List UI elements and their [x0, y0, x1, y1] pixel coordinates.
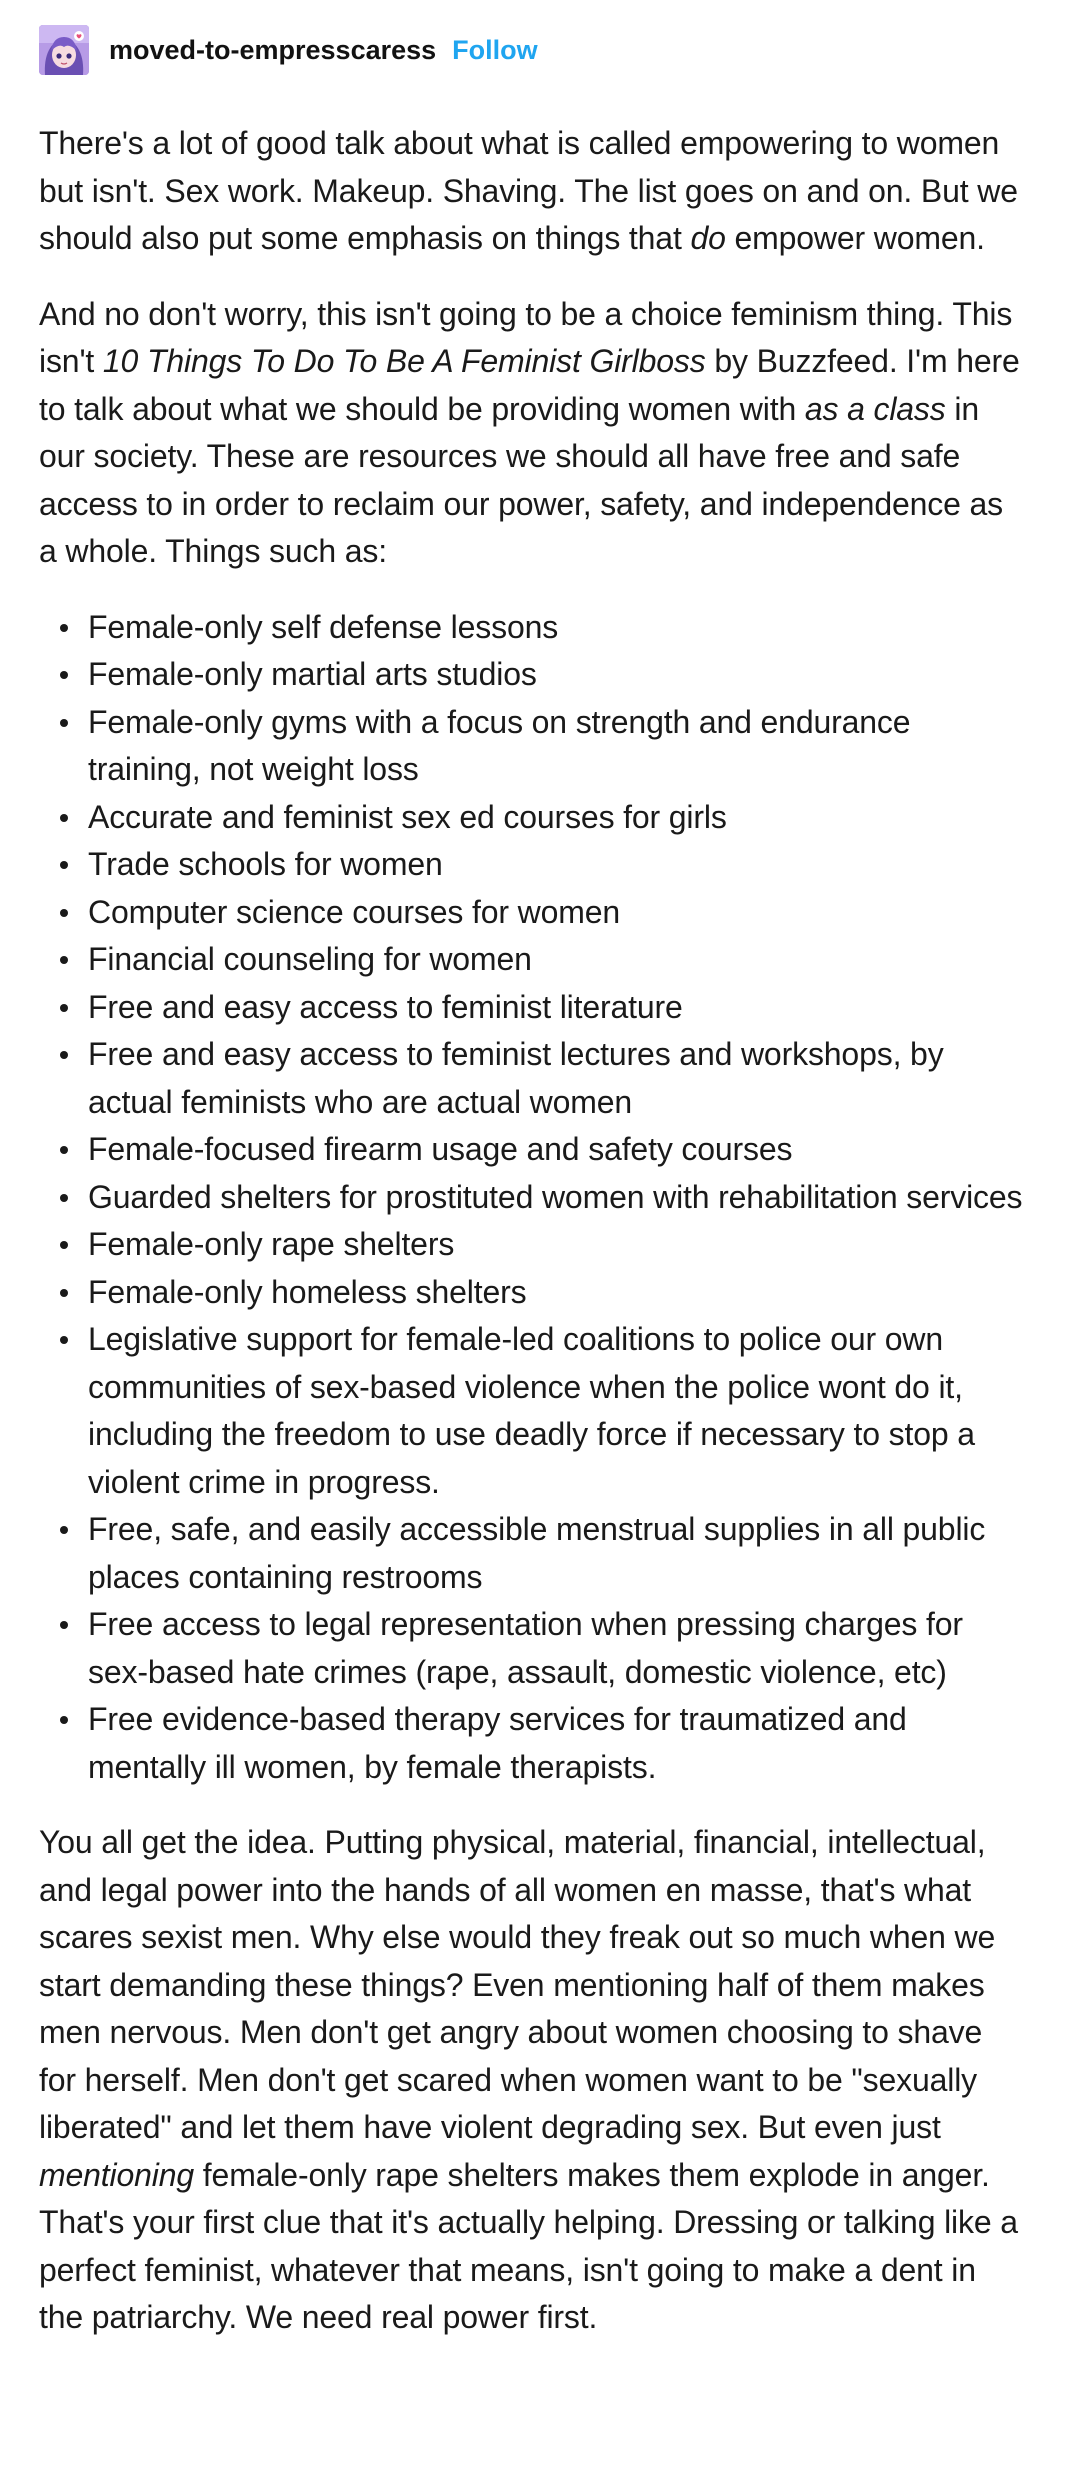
list-item: Female-focused firearm usage and safety courses — [39, 1126, 1027, 1174]
list-item: Accurate and feminist sex ed courses for girls — [39, 794, 1027, 842]
paragraph-closing-emphasis: mentioning — [39, 2156, 195, 2193]
paragraph-second-text-c: by Buzzfeed. I'm here to talk about what we should be providing women with — [39, 343, 1020, 427]
list-item: Female-only rape shelters — [39, 1221, 1027, 1269]
list-item: Legislative support for female-led coalitions to police our own communities of sex-based violence when the police wont do it, including the freedom to use deadly force if necessary to stop a violent crime in progress. — [39, 1316, 1027, 1506]
paragraph-second-title-emphasis: 10 Things To Do To Be A Feminist Girlboss — [102, 343, 706, 379]
paragraph-second-class-emphasis: as a class — [804, 390, 946, 427]
list-item: Financial counseling for women — [39, 936, 1027, 984]
list-item: Free evidence-based therapy services for traumatized and mentally ill women, by female therapists. — [39, 1696, 1027, 1791]
list-item: Guarded shelters for prostituted women with rehabilitation services — [39, 1174, 1027, 1222]
list-item: Female-only gyms with a focus on strength and endurance training, not weight loss — [39, 699, 1027, 794]
paragraph-intro — [39, 120, 1027, 263]
list-item: Free and easy access to feminist literature — [39, 984, 1027, 1032]
list-item: Free, safe, and easily accessible menstrual supplies in all public places containing restrooms — [39, 1506, 1027, 1601]
blog-name-link[interactable]: moved-to-empresscaress — [109, 34, 437, 65]
resource-list — [39, 604, 1027, 1792]
paragraph-intro-emphasis: do — [690, 220, 726, 256]
list-item: Female-only martial arts studios — [39, 651, 1027, 699]
paragraph-second-text-e: in our society. These are resources we should all have free and safe access to in order to reclaim our power, safety, and independence as a whole. Things such as: — [39, 390, 1003, 569]
paragraph-closing-text-a: You all get the idea. Putting physical, material, financial, intellectual, and legal power into the hands of all women en masse, that's what scares sexist men. Why else would they freak out so much when we start demanding these things? Even mentioning half of them makes men nervous. Men don't get angry about women choosing to shave for herself. Men don't get scared when women want to be "sexually liberated" and let them have violent degrading sex. But even just — [39, 1824, 996, 2145]
list-item: Computer science courses for women — [39, 889, 1027, 937]
paragraph-second-text-a: And no don't worry, this isn't going to be a choice feminism thing. This isn't — [39, 295, 1013, 379]
follow-button[interactable]: Follow — [452, 34, 538, 65]
list-item: Female-only homeless shelters — [39, 1269, 1027, 1317]
list-item: Female-only self defense lessons — [39, 604, 1027, 652]
list-item: Trade schools for women — [39, 841, 1027, 889]
post-body — [39, 120, 1027, 2342]
paragraph-intro-text-a: There's a lot of good talk about what is called empowering to women but isn't. Sex work. Makeup. Shaving. The list goes on and on. But we should also put some emphasis on things that — [39, 125, 1018, 256]
paragraph-intro-text-c: empower women. — [725, 220, 985, 256]
list-item: Free and easy access to feminist lectures and workshops, by actual feminists who are actual women — [39, 1031, 1027, 1126]
paragraph-second — [39, 291, 1027, 576]
list-item: Free access to legal representation when pressing charges for sex-based hate crimes (rape, assault, domestic violence, etc) — [39, 1601, 1027, 1696]
anime-avatar-icon[interactable] — [39, 25, 89, 75]
paragraph-closing — [39, 1819, 1027, 2342]
paragraph-closing-text-c: female-only rape shelters makes them explode in anger. That's your first clue that it's actually helping. Dressing or talking like a perfect feminist, whatever that means, isn't going to make a dent in the patriarchy. We need real power first. — [39, 2156, 1018, 2335]
post-header — [39, 0, 1027, 100]
